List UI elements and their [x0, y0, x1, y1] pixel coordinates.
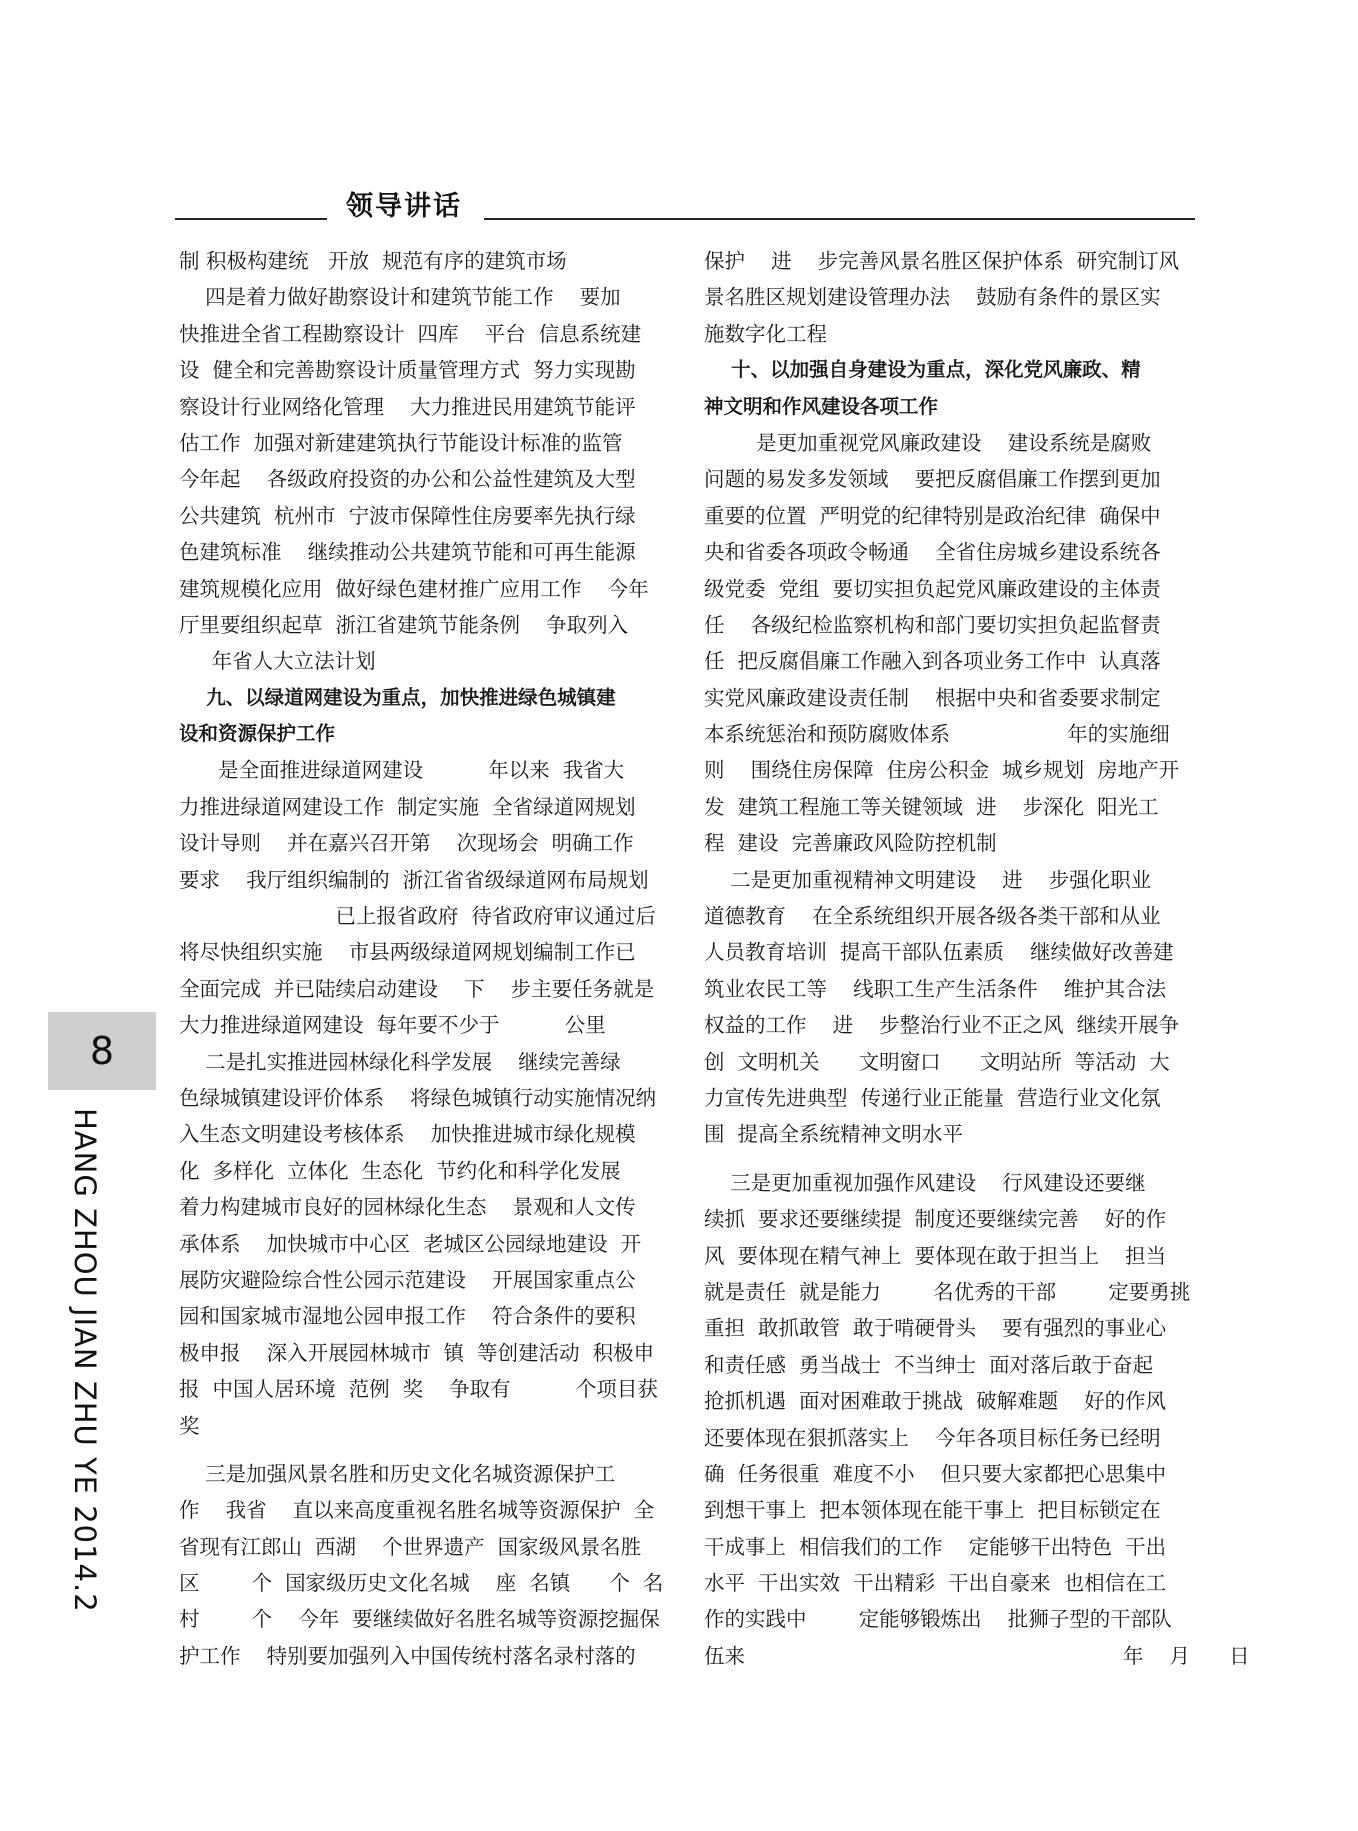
- text-line: 水平 干出实效 干出精彩 干出自豪来 也相信在工: [704, 1571, 1167, 1596]
- text-line: 设和资源保护工作: [179, 722, 336, 746]
- text-line: 色绿城镇建设评价体系 将绿色城镇行动实施情况纳: [179, 1085, 657, 1110]
- text-line: 设计导则 并在嘉兴召开第 次现场会 明确工作: [179, 831, 634, 856]
- text-line: 创 文明机关 文明窗口 文明站所 等活动 大: [704, 1049, 1170, 1074]
- text-line: 任 各级纪检监察机构和部门要切实担负起监督责: [704, 612, 1161, 637]
- text-line: 制 积极构建统 开放 规范有序的建筑市场: [179, 249, 567, 273]
- text-line: 问题的易发多发领域 要把反腐倡廉工作摆到更加: [704, 467, 1161, 492]
- text-line: 展防灾避险综合性公园示范建设 开展国家重点公: [179, 1267, 636, 1292]
- text-line: 大力推进绿道网建设 每年要不少于 公里: [179, 1013, 606, 1038]
- text-line: 围 提高全系统精神文明水平: [704, 1122, 964, 1147]
- text-line: 察设计行业网络化管理 大力推进民用建筑节能评: [179, 394, 636, 419]
- right-column: [704, 243, 1250, 1674]
- text-line: 入生态文明建设考核体系 加快推进城市绿化规模: [179, 1122, 636, 1147]
- text-line: 伍来 年 月 日: [704, 1643, 1250, 1668]
- text-line: 神文明和作风建设各项工作: [704, 394, 939, 418]
- text-line: 施数字化工程: [704, 321, 827, 346]
- text-line: 极申报 深入开展园林城市 镇 等创建活动 积极申: [179, 1340, 655, 1365]
- text-line: 风 要体现在精气神上 要体现在敢于担当上 担当: [704, 1243, 1167, 1268]
- text-line: 抢抓机遇 面对困难敢于挑战 破解难题 好的作风: [704, 1389, 1167, 1414]
- text-line: 估工作 加强对新建建筑执行节能设计标准的监管: [179, 430, 623, 455]
- page-number-box: [48, 1012, 156, 1090]
- page-number: 8: [89, 1029, 115, 1073]
- text-line: 就是责任 就是能力 名优秀的干部 定要勇挑: [704, 1279, 1191, 1304]
- text-line: 是更加重视党风廉政建设 建设系统是腐败: [704, 430, 1152, 455]
- text-line: 护工作 特别要加强列入中国传统村落名录村落的: [179, 1643, 636, 1668]
- text-line: 快推进全省工程勘察设计 四库 平台 信息系统建: [179, 321, 642, 346]
- text-line: 景名胜区规划建设管理办法 鼓励有条件的景区实: [704, 285, 1161, 310]
- text-line: 化 多样化 立体化 生态化 节约化和科学化发展: [179, 1158, 621, 1183]
- text-line: 重担 敢抓敢管 敢于啃硬骨头 要有强烈的事业心: [704, 1316, 1167, 1341]
- text-line: 到想干事上 把本领体现在能干事上 把目标锁定在: [704, 1498, 1161, 1523]
- text-line: 任 把反腐倡廉工作融入到各项业务工作中 认真落: [704, 649, 1161, 674]
- text-line: 承体系 加快城市中心区 老城区公园绿地建设 开: [179, 1231, 642, 1256]
- header-line-right: [484, 218, 1195, 220]
- text-line: 权益的工作 进 步整治行业不正之风 继续开展争: [704, 1013, 1180, 1038]
- text-line: 建筑规模化应用 做好绿色建材推广应用工作 今年: [179, 576, 649, 601]
- text-line: 保护 进 步完善风景名胜区保护体系 研究制订风: [704, 249, 1180, 273]
- text-line: 作 我省 直以来高度重视名胜名城等资源保护 全: [179, 1498, 655, 1523]
- text-line: 十、以加强自身建设为重点，深化党风廉政、精: [704, 358, 1141, 382]
- text-line: 重要的位置 严明党的纪律特别是政治纪律 确保中: [704, 503, 1161, 528]
- text-line: 将尽快组织实施 市县两级绿道网规划编制工作已: [179, 940, 636, 965]
- text-line: 四是着力做好勘察设计和建筑节能工作 要加: [179, 285, 621, 310]
- section-title: 领导讲话: [346, 191, 462, 222]
- text-line: 力宣传先进典型 传递行业正能量 营造行业文化氛: [704, 1085, 1161, 1110]
- text-line: 奖: [179, 1413, 200, 1438]
- text-line: 筑业农民工等 线职工生产生活条件 维护其合法: [704, 976, 1167, 1001]
- text-line: 厅里要组织起草 浙江省建筑节能条例 争取列入: [179, 612, 629, 637]
- text-line: 二是更加重视精神文明建设 进 步强化职业: [704, 867, 1152, 892]
- text-line: 九、以绿道网建设为重点，加快推进绿色城镇建: [179, 685, 616, 709]
- text-line: 人员教育培训 提高干部队伍素质 继续做好改善建: [704, 940, 1174, 965]
- text-line: 和责任感 勇当战士 不当绅士 面对落后敢于奋起: [704, 1352, 1154, 1377]
- text-line: 实党风廉政建设责任制 根据中央和省委要求制定: [704, 685, 1161, 710]
- text-line: 程 建设 完善廉政风险防控机制: [704, 831, 997, 856]
- text-line: 级党委 党组 要切实担负起党风廉政建设的主体责: [704, 576, 1161, 601]
- text-line: 村 个 今年 要继续做好名胜名城等资源挖掘保: [179, 1607, 660, 1632]
- text-line: 要求 我厅组织编制的 浙江省省级绿道网布局规划: [179, 867, 649, 892]
- text-line: 设 健全和完善勘察设计质量管理方式 努力实现勘: [179, 358, 636, 383]
- text-line: 年省人大立法计划: [179, 649, 376, 674]
- text-line: 续抓 要求还要继续提 制度还要继续完善 好的作: [704, 1207, 1167, 1232]
- text-line: 已上报省政府 待省政府审议通过后: [179, 904, 656, 929]
- text-line: 本系统惩治和预防腐败体系 年的实施细: [704, 722, 1170, 747]
- text-line: 今年起 各级政府投资的办公和公益性建筑及大型: [179, 467, 636, 492]
- header-line-left: [175, 218, 327, 220]
- text-line: 全面完成 并已陆续启动建设 下 步主要任务就是: [179, 976, 655, 1001]
- text-line: 三是更加重视加强作风建设 行风建设还要继: [704, 1170, 1146, 1195]
- text-line: 还要体现在狠抓落实上 今年各项目标任务已经明: [704, 1425, 1161, 1450]
- text-line: 干成事上 相信我们的工作 定能够干出特色 干出: [704, 1534, 1167, 1559]
- text-line: 确 任务很重 难度不小 但只要大家都把心思集中: [704, 1461, 1167, 1486]
- text-line: 则 围绕住房保障 住房公积金 城乡规划 房地产开: [704, 758, 1180, 783]
- text-line: 二是扎实推进园林绿化科学发展 继续完善绿: [179, 1049, 621, 1074]
- left-column: [179, 243, 667, 1674]
- text-line: 是全面推进绿道网建设 年以来 我省大: [179, 758, 625, 783]
- text-line: 色建筑标准 继续推动公共建筑节能和可再生能源: [179, 540, 636, 565]
- text-line: 省现有江郎山 西湖 个世界遗产 国家级风景名胜: [179, 1534, 642, 1559]
- journal-name: HANG ZHOU JIAN ZHU YE 2014.2: [68, 1108, 102, 1613]
- text-line: 公共建筑 杭州市 宁波市保障性住房要率先执行绿: [179, 503, 636, 528]
- text-line: 区 个 国家级历史文化名城 座 名镇 个 名: [179, 1571, 664, 1596]
- text-line: 园和国家城市湿地公园申报工作 符合条件的要积: [179, 1304, 636, 1329]
- text-line: 发 建筑工程施工等关键领域 进 步深化 阳光工: [704, 794, 1159, 819]
- text-line: 作的实践中 定能够锻炼出 批狮子型的干部队: [704, 1607, 1172, 1632]
- text-line: 三是加强风景名胜和历史文化名城资源保护工: [179, 1461, 616, 1486]
- text-line: 央和省委各项政令畅通 全省住房城乡建设系统各: [704, 540, 1161, 565]
- text-line: 道德教育 在全系统组织开展各级各类干部和从业: [704, 904, 1161, 929]
- text-line: 着力构建城市良好的园林绿化生态 景观和人文传: [179, 1195, 636, 1220]
- text-line: 报 中国人居环境 范例 奖 争取有 个项目获: [179, 1377, 658, 1402]
- text-line: 力推进绿道网建设工作 制定实施 全省绿道网规划: [179, 794, 636, 819]
